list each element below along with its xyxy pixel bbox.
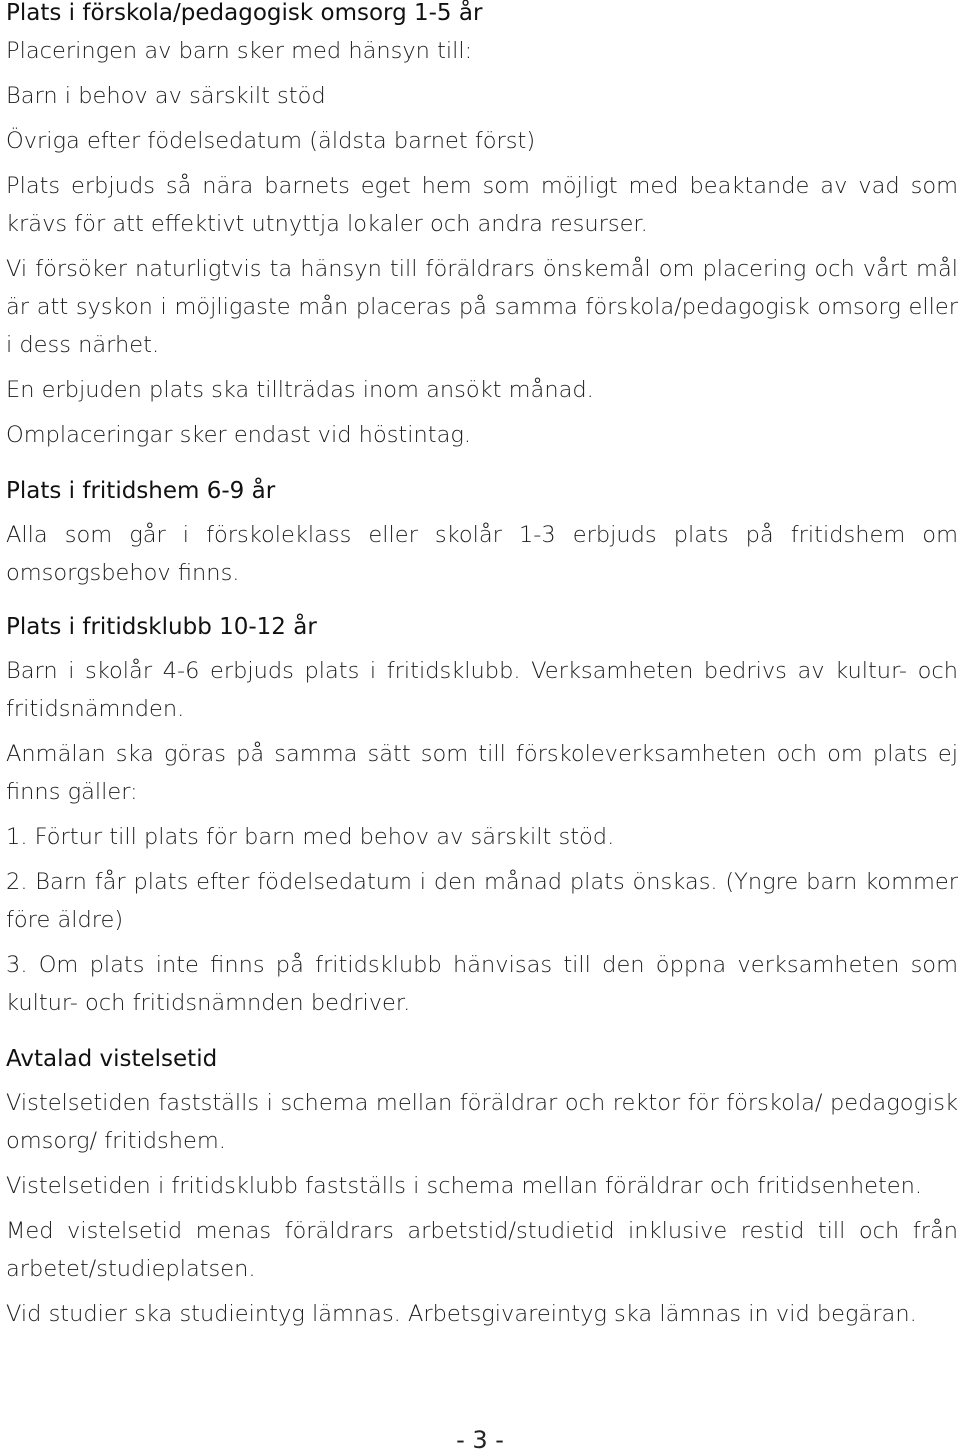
list-item-3: 3. Om plats inte finns på fritidsklubb hänvisas till den öppna verksamheten som kultur- och fritidsnämnden bedriver. [6, 952, 958, 1016]
paragraph-tilltradas: En erbjuden plats ska tillträdas inom ansökt månad. [6, 377, 594, 403]
paragraph-foraldrars-onskemal: Vi försöker naturligtvis ta hänsyn till föräldrars önskemål om placering och vårt mål är att syskon i möjligaste mån placeras på samma förskola/pedagogisk omsorg eller i dess närhet. [6, 256, 958, 358]
paragraph-vistelsetid-schema: Vistelsetiden fastställs i schema mellan föräldrar och rektor för förskola/ pedagogisk omsorg/ fritidshem. [6, 1090, 958, 1154]
paragraph-studieintyg: Vid studier ska studieintyg lämnas. Arbetsgivareintyg ska lämnas in vid begäran. [6, 1301, 917, 1327]
document-page [6, 0, 958, 1333]
paragraph-fritidsklubb: Barn i skolår 4-6 erbjuds plats i fritidsklubb. Verksamheten bedrivs av kultur- och fritidsnämnden. [6, 658, 958, 722]
paragraph-nara-hem: Plats erbjuds så nära barnets eget hem som möjligt med beaktande av vad som krävs för att effektivt utnyttja lokaler och andra resurser. [6, 173, 958, 237]
paragraph-fritidshem: Alla som går i förskoleklass eller skolår 1-3 erbjuds plats på fritidshem om omsorgsbehov finns. [6, 522, 958, 586]
paragraph-sarskilt-stod: Barn i behov av särskilt stöd [6, 83, 326, 109]
paragraph-fodelsedatum: Övriga efter födelsedatum (äldsta barnet först) [6, 128, 536, 154]
paragraph-omplaceringar: Omplaceringar sker endast vid höstintag. [6, 422, 472, 448]
paragraph-placering-intro: Placeringen av barn sker med hänsyn till: [6, 38, 473, 64]
list-item-2: 2. Barn får plats efter födelsedatum i den månad plats önskas. (Yngre barn kommer före äldre) [6, 869, 958, 933]
page-number: - 3 - [456, 1426, 504, 1454]
heading-fritidsklubb: Plats i fritidsklubb 10-12 år [6, 614, 317, 640]
paragraph-vistelsetid-definition: Med vistelsetid menas föräldrars arbetstid/studietid inklusive restid till och från arbetet/studieplatsen. [6, 1218, 958, 1282]
heading-fritidshem: Plats i fritidshem 6-9 år [6, 478, 276, 504]
list-item-1: 1. Förtur till plats för barn med behov av särskilt stöd. [6, 824, 615, 850]
paragraph-vistelsetid-fritidsklubb: Vistelsetiden i fritidsklubb fastställs i schema mellan föräldrar och fritidsenheten. [6, 1173, 923, 1199]
heading-forskola: Plats i förskola/pedagogisk omsorg 1-5 år [6, 0, 483, 26]
paragraph-anmalan: Anmälan ska göras på samma sätt som till förskoleverksamheten och om plats ej finns gäller: [6, 741, 958, 805]
heading-vistelsetid: Avtalad vistelsetid [6, 1046, 218, 1072]
